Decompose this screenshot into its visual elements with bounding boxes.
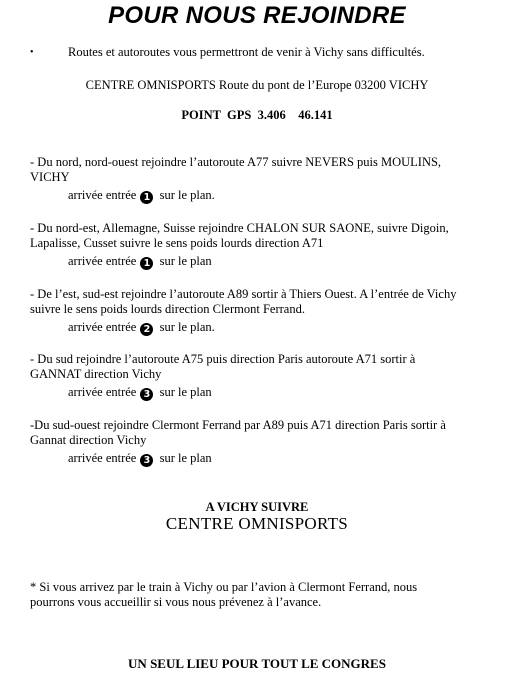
arrival-prefix: arrivée entrée <box>68 188 137 202</box>
arrival-suffix: sur le plan <box>159 385 212 399</box>
arrival-prefix: arrivée entrée <box>68 385 137 399</box>
arrival-entrance <box>30 188 500 204</box>
page-title: POUR NOUS REJOINDRE <box>108 2 406 29</box>
route-line: - De l’est, sud-est rejoindre l’autoroute A89 sortir à Thiers Ouest. A l’entrée de Vichy <box>30 287 457 301</box>
route-line: GANNAT direction Vichy <box>30 367 162 381</box>
route-north-east <box>30 221 500 270</box>
gps-coordinates: POINT GPS 3.406 46.141 <box>181 108 333 122</box>
route-line: suivre le sens poids lourds direction Clermont Ferrand. <box>30 302 305 316</box>
entrance-number-icon: 3 <box>140 454 153 467</box>
route-east-south-east <box>30 287 500 336</box>
entrance-number-icon: 1 <box>140 257 153 270</box>
follow-sign-destination: CENTRE OMNISPORTS <box>165 514 349 533</box>
entrance-number-icon: 1 <box>140 191 153 204</box>
footer-slogan: UN SEUL LIEU POUR TOUT LE CONGRES <box>128 656 386 671</box>
route-line: - Du nord-est, Allemagne, Suisse rejoindre CHALON SUR SAONE, suivre Digoin, <box>30 221 449 235</box>
arrival-entrance <box>30 320 500 336</box>
entrance-number-icon: 2 <box>140 323 153 336</box>
venue-address: CENTRE OMNISPORTS Route du pont de l’Europe 03200 VICHY <box>85 78 429 92</box>
arrival-entrance <box>30 254 500 270</box>
arrival-prefix: arrivée entrée <box>68 254 137 268</box>
route-south-west <box>30 418 500 467</box>
route-south <box>30 352 500 401</box>
note-line: pourrons vous accueillir si vous nous prévenez à l’avance. <box>30 595 322 609</box>
note-line: * Si vous arrivez par le train à Vichy ou par l’avion à Clermont Ferrand, nous <box>30 580 418 594</box>
route-line: -Du sud-ouest rejoindre Clermont Ferrand par A89 puis A71 direction Paris sortir à <box>30 418 446 432</box>
arrival-suffix: sur le plan <box>159 451 212 465</box>
arrival-suffix: sur le plan. <box>159 188 215 202</box>
arrival-suffix: sur le plan <box>159 254 212 268</box>
arrival-prefix: arrivée entrée <box>68 451 137 465</box>
intro-text: Routes et autoroutes vous permettront de venir à Vichy sans difficultés. <box>68 45 425 59</box>
route-north-west <box>30 155 500 204</box>
follow-sign-heading: A VICHY SUIVRE <box>205 500 309 514</box>
arrival-entrance <box>30 451 500 467</box>
arrival-entrance <box>30 385 500 401</box>
arrival-suffix: sur le plan. <box>159 320 215 334</box>
bullet-icon: • <box>30 47 34 58</box>
route-line: - Du nord, nord-ouest rejoindre l’autoroute A77 suivre NEVERS puis MOULINS, <box>30 155 442 169</box>
route-line: - Du sud rejoindre l’autoroute A75 puis direction Paris autoroute A71 sortir à <box>30 352 416 366</box>
route-line: Lapalisse, Cusset suivre le sens poids lourds direction A71 <box>30 236 324 250</box>
entrance-number-icon: 3 <box>140 388 153 401</box>
route-line: VICHY <box>30 170 70 184</box>
arrival-note <box>30 580 500 610</box>
route-line: Gannat direction Vichy <box>30 433 147 447</box>
arrival-prefix: arrivée entrée <box>68 320 137 334</box>
